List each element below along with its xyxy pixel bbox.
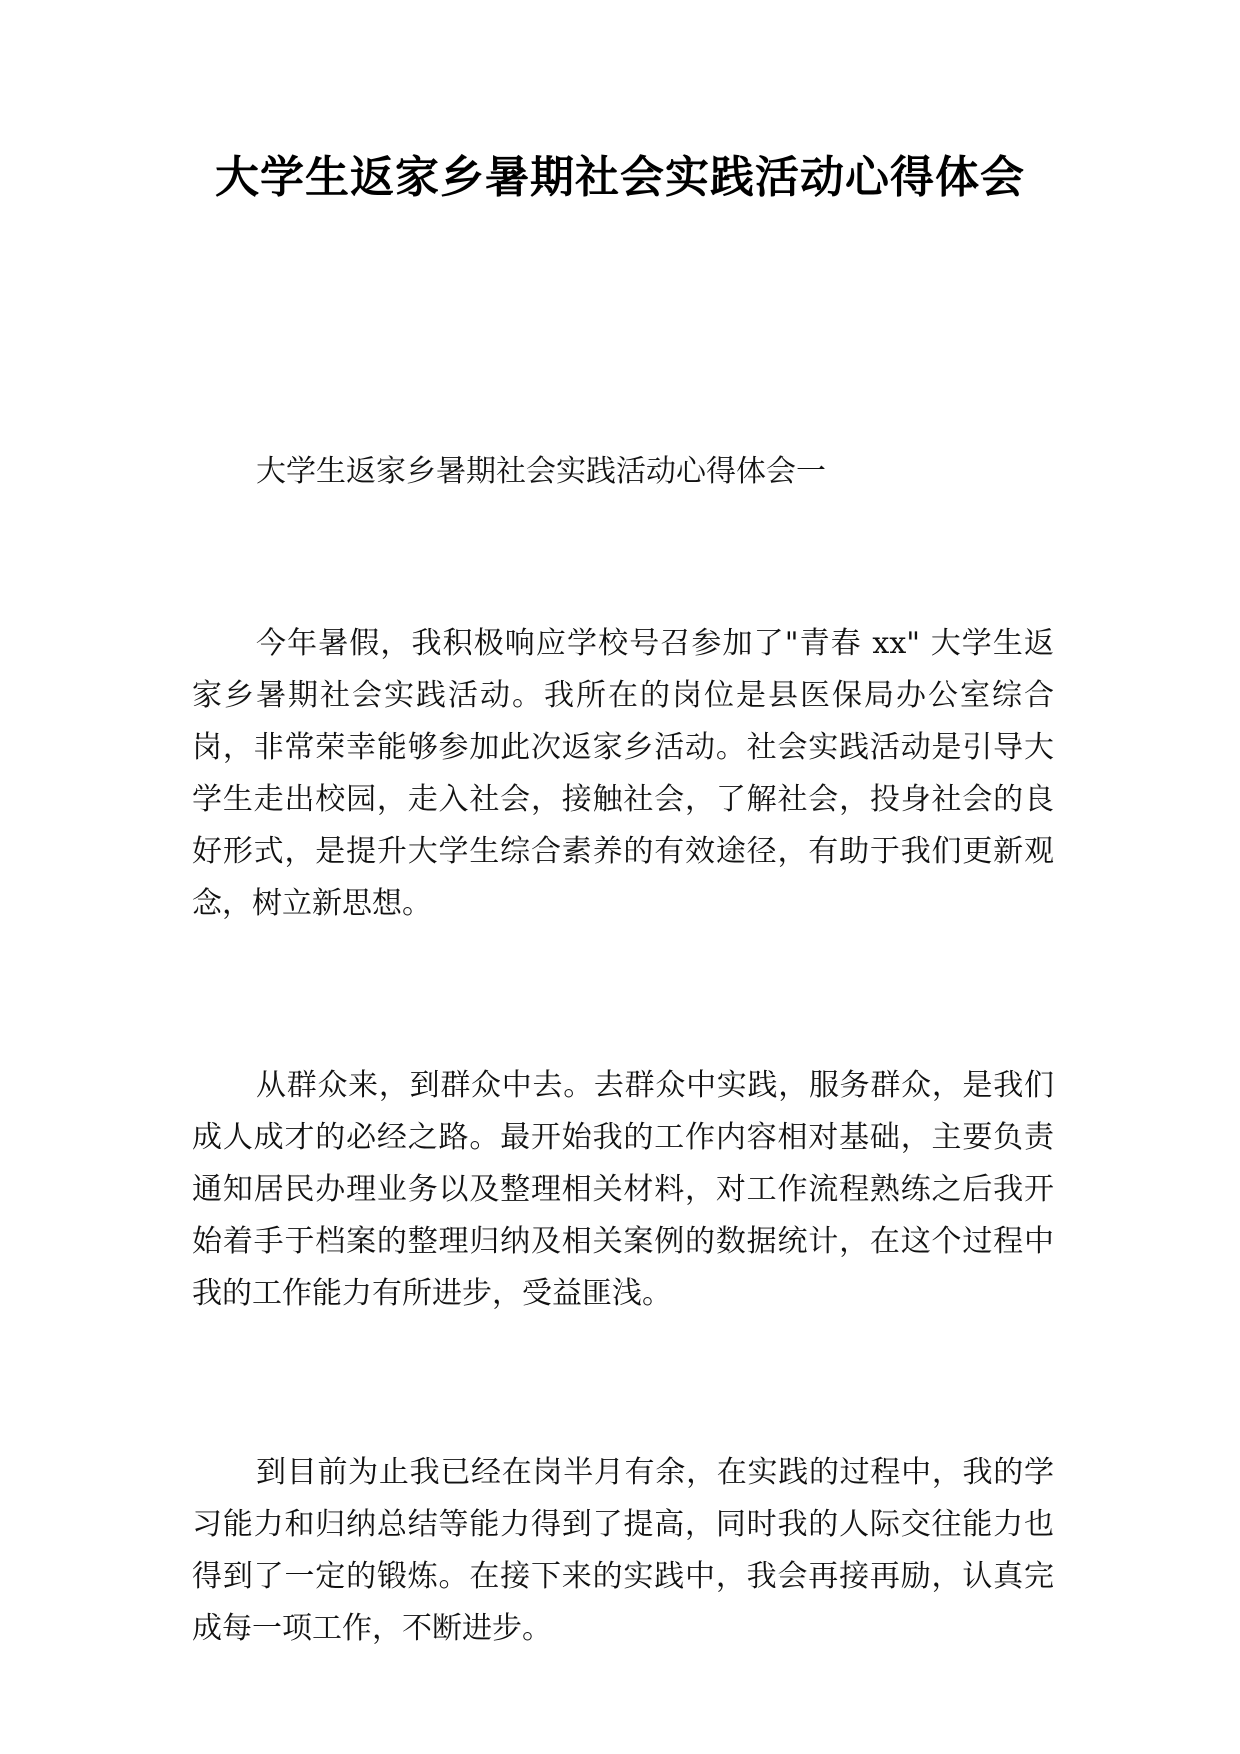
paragraph-3: 到目前为止我已经在岗半月有余，在实践的过程中，我的学习能力和归纳总结等能力得到了提高，同时我的人际交往能力也得到了一定的锻炼。在接下来的实践中，我会再接再励，认真完成每一项工作，不断进步。 (192, 1455, 1054, 1646)
page-title: 大学生返家乡暑期社会实践活动心得体会 (215, 152, 1025, 203)
paragraph-1: 今年暑假，我积极响应学校号召参加了"青春 xx" 大学生返家乡暑期社会实践活动。我所在的岗位是县医保局办公室综合岗，非常荣幸能够参加此次返家乡活动。社会实践活动是引导大学生走出校园，走入社会，接触社会，了解社会，投身社会的良好形式，是提升大学生综合素养的有效途径，有助于我们更新观念，树立新思想。 (192, 626, 1054, 921)
paragraph-2: 从群众来，到群众中去。去群众中实践，服务群众，是我们成人成才的必经之路。最开始我的工作内容相对基础，主要负责通知居民办理业务以及整理相关材料，对工作流程熟练之后我开始着手于档案的整理归纳及相关案例的数据统计，在这个过程中我的工作能力有所进步，受益匪浅。 (192, 1068, 1054, 1311)
section-heading: 大学生返家乡暑期社会实践活动心得体会一 (256, 454, 826, 489)
